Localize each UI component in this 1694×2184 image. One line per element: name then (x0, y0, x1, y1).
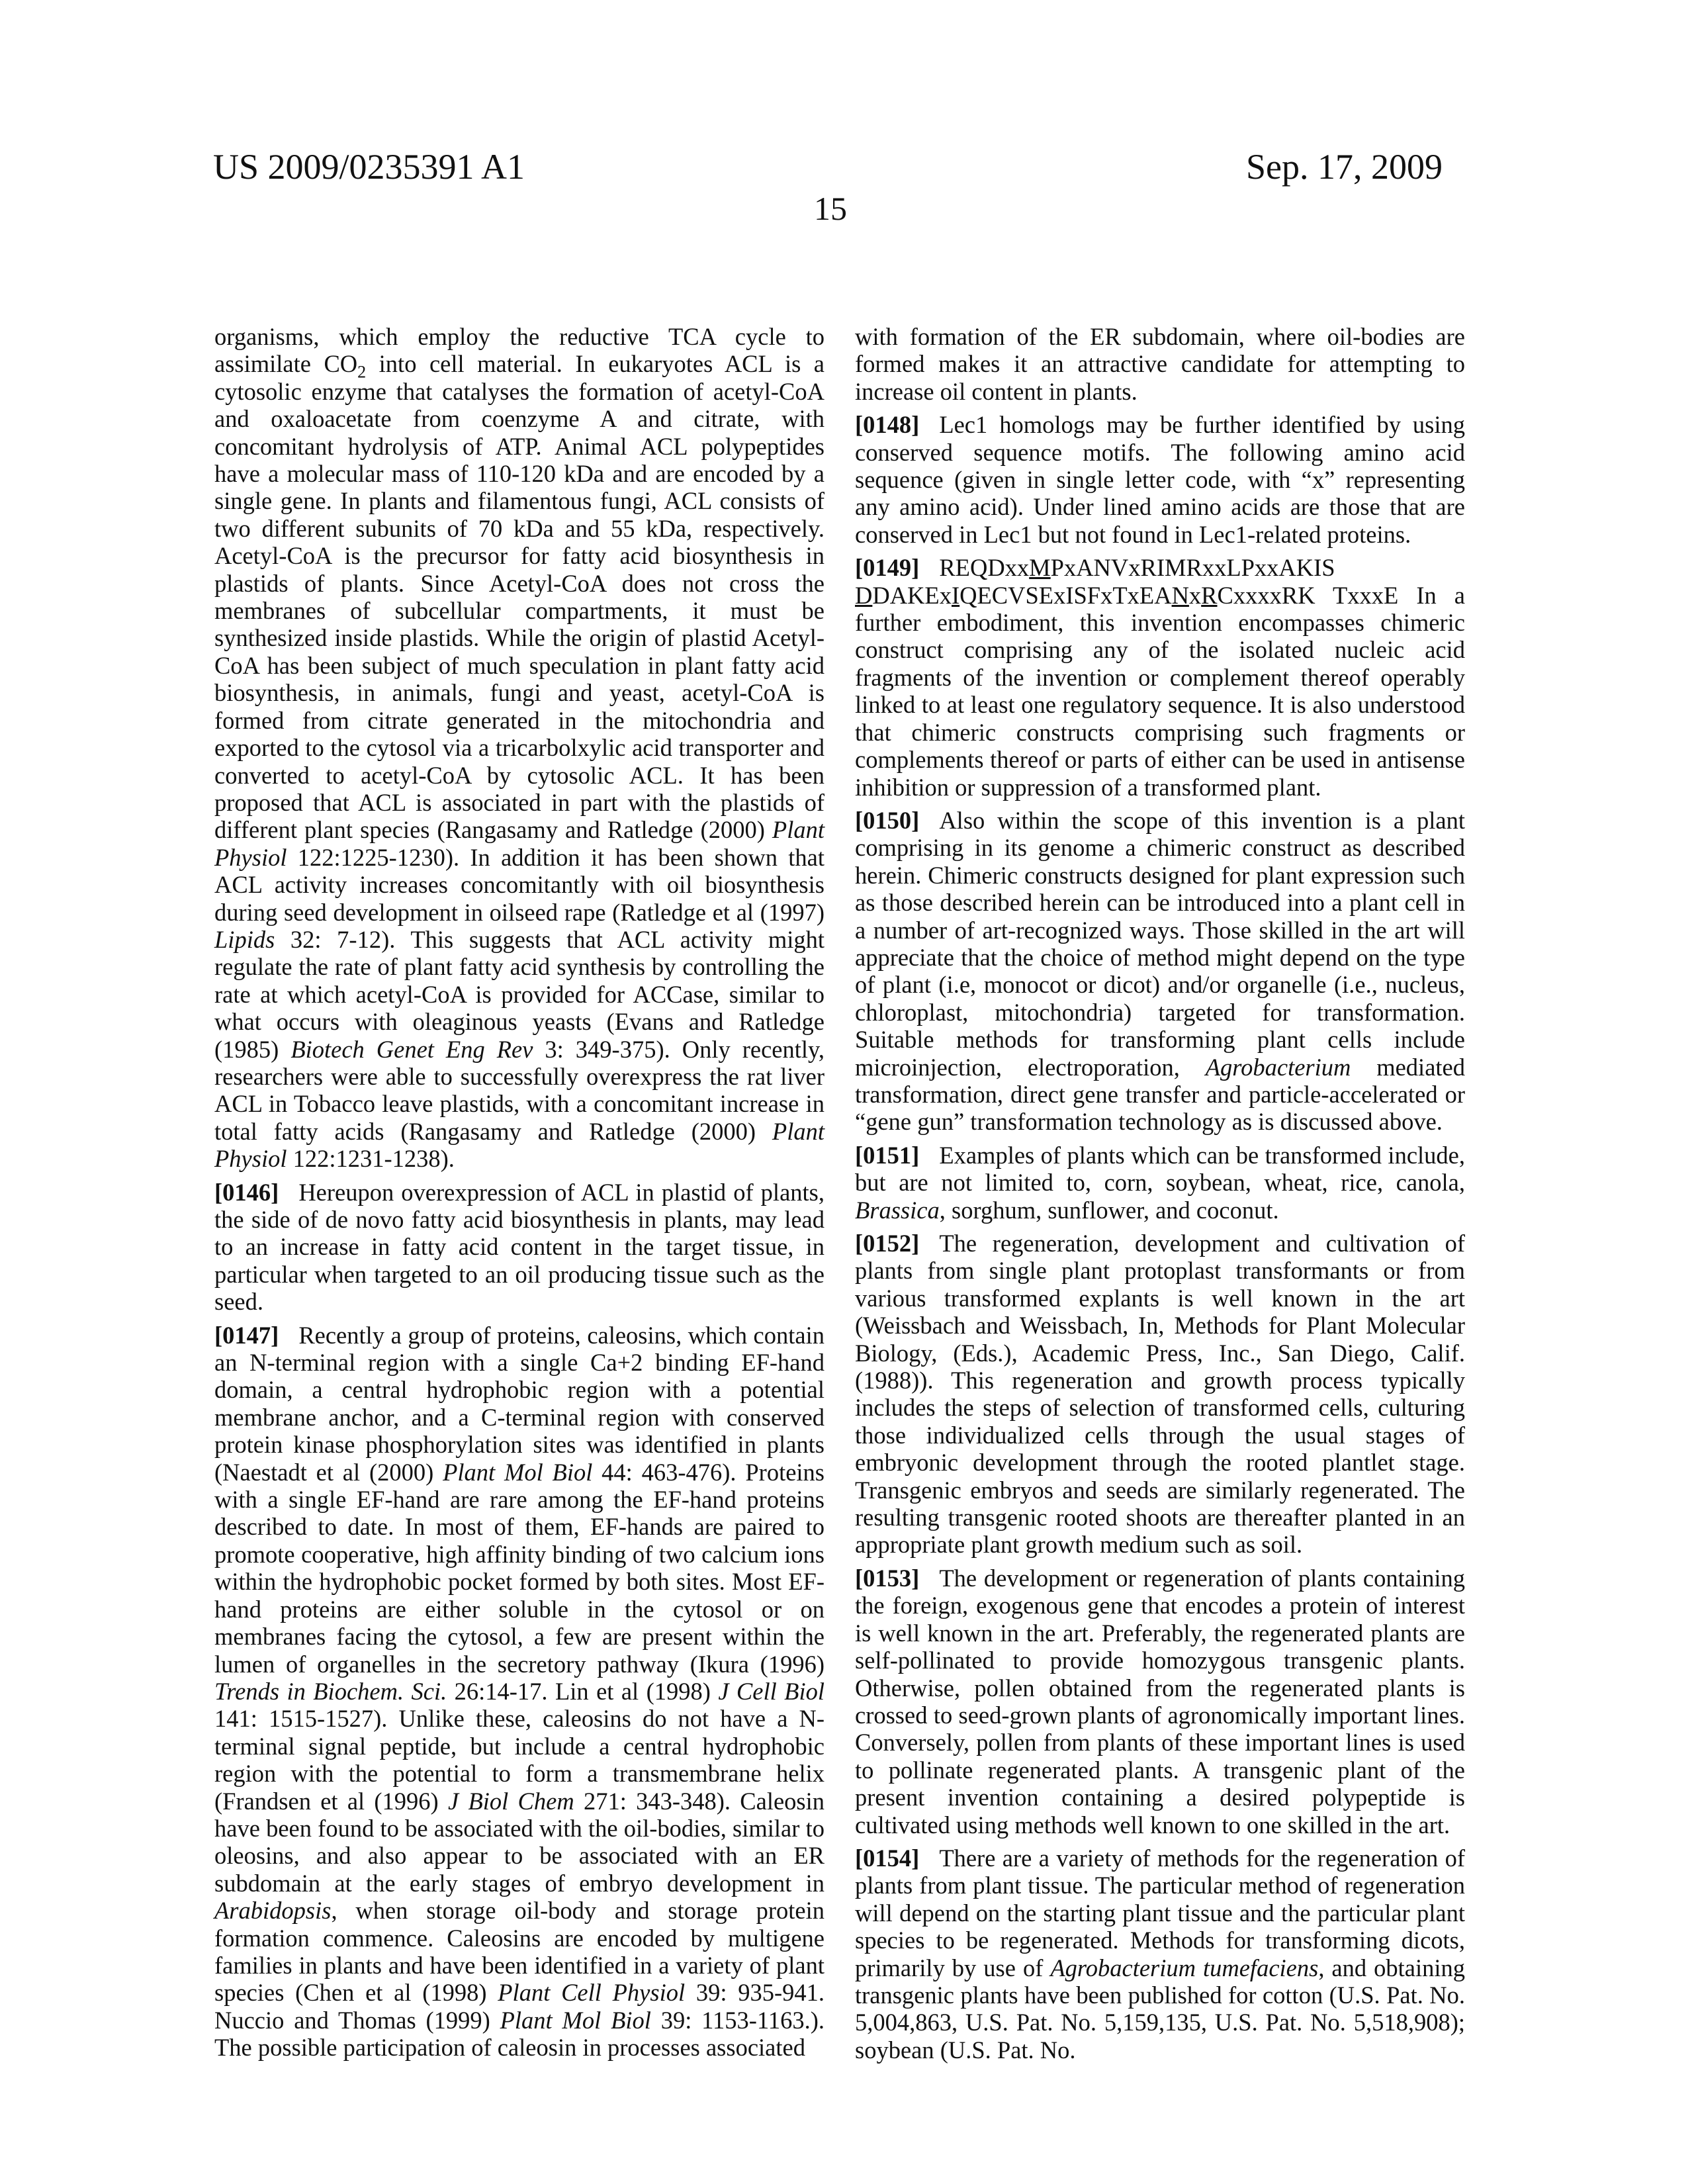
paragraph-number: [0151] (855, 1142, 919, 1169)
italic-text: Plant Mol Biol (443, 1459, 592, 1486)
text-run: 39: 935-941. Nuccio and Thomas (1999) (214, 1979, 825, 2033)
paragraph (855, 1142, 1465, 1224)
text-run: Recently a group of proteins, caleosins, which contain an N-terminal region with a single Ca+2 binding EF-hand domain, a central hydrophobic region with a potential membrane anchor, and a C-terminal region with conserved protein kinase phosphorylation sites was identified in plants (Naestadt et al (2000) (214, 1322, 825, 1486)
text-run: 141: 1515-1527). Unlike these, caleosins do not have a N-terminal signal peptide, but include a central hydrophobic region with the potential to form a transmembrane helix (Frandsen et al (1996) (214, 1705, 825, 1814)
paragraph-number: [0146] (214, 1179, 279, 1206)
paragraph (855, 1565, 1465, 1839)
italic-text: Plant Physiol (214, 816, 825, 870)
paragraph (855, 1844, 1465, 2064)
text-run: , and obtaining transgenic plants have been published for cotton (U.S. Pat. No. 5,004,863, U.S. Pat. No. 5,159,135, U.S. Pat. No. 5,518,908); soybean (U.S. Pat. No. (855, 1954, 1465, 2064)
paragraph-number: [0148] (855, 411, 919, 438)
underlined-residue: R (1201, 582, 1217, 609)
text-run: CxxxxRK TxxxE In a further embodiment, this invention encompasses chimeric construct comprising any of the isolated nucleic acid fragments of the invention or complement thereof operably linked to at least one regulatory sequence. It is also understood that chimeric constructs comprising such fragments or complements thereof or parts of either can be used in antisense inhibition or suppression of a transformed plant. (855, 582, 1465, 801)
text-run: PxANVxRIMRxxLPxxAKIS (1051, 554, 1335, 581)
paragraph-number: [0153] (855, 1565, 919, 1592)
italic-text: Plant Physiol (214, 1118, 825, 1172)
text-run: Lec1 homologs may be further identified by using conserved sequence motifs. The following amino acid sequence (given in single letter code, with “x” representing any amino acid). Under lined amino acids are those that are conserved in Lec1 but not found in Lec1-related proteins. (855, 411, 1465, 548)
text-run: 32: 7-12). This suggests that ACL activity might regulate the rate of plant fatty acid synthesis by controlling the rate at which acetyl-CoA is provided for ACCase, similar to what occurs with oleaginous yeasts (Evans and Ratledge (1985) (214, 926, 825, 1063)
paragraph (855, 554, 1465, 801)
paragraph-continuation (855, 323, 1465, 405)
page-number: 15 (814, 189, 847, 228)
text-run: Also within the scope of this invention is a plant comprising in its genome a chimeric construct as described herein. Chimeric constructs designed for plant expression such as those described herein can be introduced into a plant cell in a number of art-recognized ways. Those skilled in the art will appreciate that the choice of method might depend on the type of plant (i.e, monocot or dicot) and/or organelle (i.e., nucleus, chloroplast, mitochondria) targeted for transformation. Suitable methods for transforming plant cells include microinjection, electroporation, (855, 807, 1465, 1081)
underlined-residue: N (1172, 582, 1189, 609)
italic-text: Plant Cell Physiol (498, 1979, 685, 2006)
text-run: 44: 463-476). Proteins with a single EF-hand are rare among the EF-hand proteins described to date. In most of them, EF-hands are paired to promote cooperative, high affinity binding of two calcium ions within the hydrophobic pocket formed by both sites. Most EF-hand proteins are either soluble in the cytosol or on membranes facing the cytosol, a few are present within the lumen of organelles in the secretory pathway (Ikura (1996) (214, 1459, 825, 1678)
publication-number: US 2009/0235391 A1 (213, 147, 525, 187)
text-run: , sorghum, sunflower, and coconut. (940, 1197, 1279, 1224)
italic-text: Brassica (855, 1197, 940, 1224)
italic-text: Plant Mol Biol (500, 2007, 651, 2034)
paragraph-continuation (214, 323, 825, 1173)
paragraph-number: [0147] (214, 1322, 279, 1349)
paragraph-number: [0150] (855, 807, 919, 834)
paragraph-number: [0149] (855, 554, 919, 581)
italic-text: J Cell Biol (718, 1678, 825, 1705)
text-run: 3: 349-375). Only recently, researchers were able to successfully overexpress the rat liver ACL in Tobacco leave plastids, with a concomitant increase in total fatty acids (Rangasamy and Ratledge (2000) (214, 1036, 825, 1145)
paragraph-number: [0154] (855, 1844, 919, 1872)
right-column (855, 323, 1465, 2070)
text-run: QECVSExISFxTxEA (959, 582, 1171, 609)
text-run: The development or regeneration of plants containing the foreign, exogenous gene that encodes a protein of interest is well known in the art. Preferably, the regenerated plants are self-pollinated to provide homozygous transgenic plants. Otherwise, pollen obtained from the regenerated plants is crossed to seed-grown plants of agronomically important lines. Conversely, pollen from plants of these important lines is used to pollinate regenerated plants. A transgenic plant of the present invention containing a desired polypeptide is cultivated using methods well known to one skilled in the art. (855, 1565, 1465, 1839)
paragraph (855, 807, 1465, 1136)
paragraph (214, 1322, 825, 2062)
paragraph-number: [0152] (855, 1230, 919, 1257)
italic-text: Trends in Biochem. Sci. (214, 1678, 447, 1705)
text-run: with formation of the ER subdomain, where oil-bodies are formed makes it an attractive candidate for attempting to increase oil content in plants. (855, 323, 1465, 405)
text-run: 26:14-17. Lin et al (1998) (447, 1678, 718, 1705)
text-run: x (1189, 582, 1201, 609)
text-run: 122:1225-1230). In addition it has been shown that ACL activity increases concomitantly with oil biosynthesis during seed development in oilseed rape (Ratledge et al (1997) (214, 844, 825, 926)
text-run: into cell material. In eukaryotes ACL is a cytosolic enzyme that catalyses the formation of acetyl-CoA and oxaloacetate from coenzyme A and citrate, with concomitant hydrolysis of ATP. Animal ACL polypeptides have a molecular mass of 110-120 kDa and are encoded by a single gene. In plants and filamentous fungi, ACL consists of two different subunits of 70 kDa and 55 kDa, respectively. Acetyl-CoA is the precursor for fatty acid biosynthesis in plastids of plants. Since Acetyl-CoA does not cross the membranes of subcellular compartments, it must be synthesized inside plastids. While the origin of plastid Acetyl-CoA has been subject of much speculation in plant fatty acid biosynthesis, in animals, fungi and yeast, acetyl-CoA is formed from citrate generated in the mitochondria and exported to the cytosol via a tricarbolxylic acid transporter and converted to acetyl-CoA by cytosolic ACL. It has been proposed that ACL is associated in part with the plastids of different plant species (Rangasamy and Ratledge (2000) (214, 350, 825, 843)
text-run: mediated transformation, direct gene transfer and particle-accelerated or “gene gun” transformation technology as is discussed above. (855, 1054, 1465, 1136)
underlined-residue: M (1029, 554, 1050, 581)
publication-date: Sep. 17, 2009 (1246, 147, 1443, 187)
italic-text: J Biol Chem (448, 1788, 574, 1815)
underlined-residue: D (855, 582, 872, 609)
text-run: 39: 1153-1163.). The possible participation of caleosin in processes associated (214, 2007, 825, 2061)
text-run: Hereupon overexpression of ACL in plastid of plants, the side of de novo fatty acid biosynthesis in plants, may lead to an increase in fatty acid content in the target tissue, in particular when targeted to an oil producing tissue such as the seed. (214, 1179, 825, 1316)
paragraph (855, 1230, 1465, 1559)
text-run: There are a variety of methods for the regeneration of plants from plant tissue. The particular method of regeneration will depend on the starting plant tissue and the particular plant species to be regenerated. Methods for transforming dicots, primarily by use of (855, 1844, 1465, 1981)
text-run: , when storage oil-body and storage protein formation commence. Caleosins are encoded by multigene families in plants and have been identified in a variety of plant species (Chen et al (1998) (214, 1897, 825, 2006)
text-run: DAKEx (872, 582, 952, 609)
italic-text: Agrobacterium (1206, 1054, 1351, 1081)
text-run: 122:1231-1238). (287, 1145, 454, 1172)
italic-text: Biotech Genet Eng Rev (290, 1036, 533, 1063)
italic-text: Arabidopsis (214, 1897, 331, 1924)
subscript: 2 (357, 363, 366, 382)
underlined-residue: I (952, 582, 959, 609)
paragraph (855, 411, 1465, 548)
italic-text: Agrobacterium tumefaciens (1050, 1954, 1318, 1981)
text-run: The regeneration, development and cultivation of plants from single plant protoplast transformants or from various transformed explants is well known in the art (Weissbach and Weissbach, In, Methods for Plant Molecular Biology, (Eds.), Academic Press, Inc., San Diego, Calif. (1988)). This regeneration and growth process typically includes the steps of selection of transformed cells, culturing those individualized cells through the usual stages of embryonic development through the rooted plantlet stage. Transgenic embryos and seeds are similarly regenerated. The resulting transgenic rooted shoots are thereafter planted in an appropriate plant growth medium such as soil. (855, 1230, 1465, 1558)
left-column (214, 323, 825, 2068)
text-run: Examples of plants which can be transformed include, but are not limited to, corn, soybean, wheat, rice, canola, (855, 1142, 1465, 1196)
text-run: 271: 343-348). Caleosin have been found to be associated with the oil-bodies, similar to oleosins, and also appear to be associated with an ER subdomain at the early stages of embryo development in (214, 1788, 825, 1897)
text-run: organisms, which employ the reductive TCA cycle to assimilate CO (214, 323, 825, 377)
text-run: REQDxx (939, 554, 1029, 581)
paragraph (214, 1179, 825, 1316)
italic-text: Lipids (214, 926, 275, 953)
